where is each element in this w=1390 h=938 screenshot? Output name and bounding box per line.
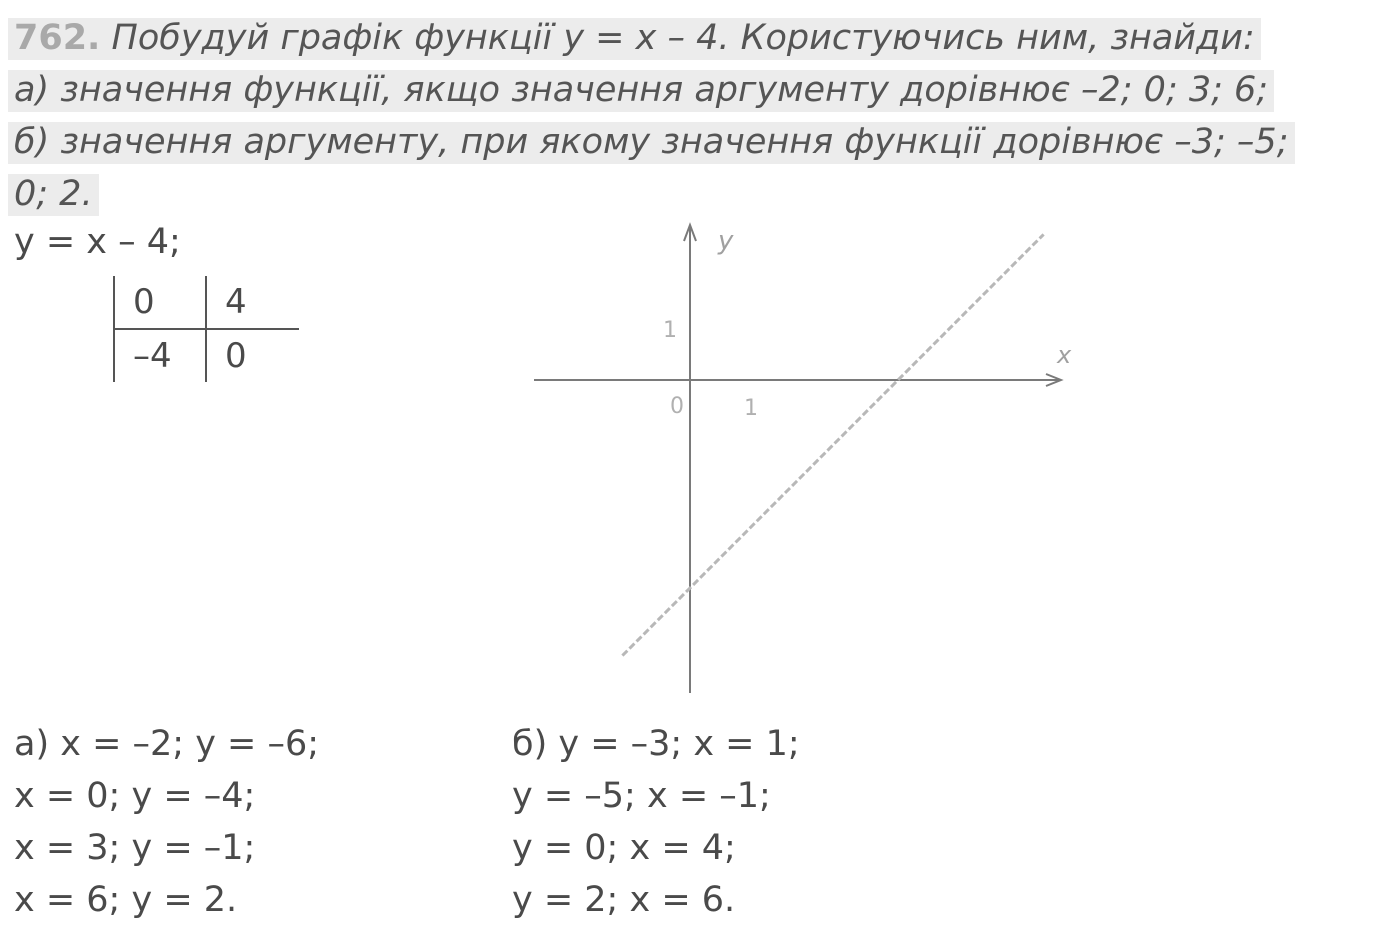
answer-line: x = 6; y = 2. bbox=[14, 880, 238, 920]
answer-line: y = –5; x = –1; bbox=[512, 776, 771, 816]
tick-y-label: 1 bbox=[663, 318, 677, 343]
problem-number: 762. bbox=[14, 18, 101, 58]
answer-line: x = 0; y = –4; bbox=[14, 776, 256, 816]
y-axis-label: y bbox=[718, 226, 734, 256]
problem-statement bbox=[8, 12, 1378, 220]
value-table-cell: 0 bbox=[114, 276, 206, 329]
value-table bbox=[113, 276, 299, 382]
function-formula: y = x – 4; bbox=[14, 222, 181, 262]
answer-line: б) y = –3; x = 1; bbox=[512, 724, 800, 764]
problem-line-4: 0; 2. bbox=[8, 168, 1378, 220]
value-table-cell: 4 bbox=[206, 276, 299, 329]
value-table-row bbox=[114, 329, 299, 382]
answers-part-b bbox=[512, 718, 800, 926]
tick-x-label: 1 bbox=[744, 396, 758, 421]
answer-line: x = 3; y = –1; bbox=[14, 828, 256, 868]
function-line bbox=[622, 234, 1043, 655]
problem-line-1: 762. Побудуй графік функції y = x – 4. Користуючись ним, знайди: bbox=[8, 12, 1378, 64]
function-graph bbox=[520, 215, 1080, 700]
value-table-cell: 0 bbox=[225, 336, 247, 376]
problem-line-3: б) значення аргументу, при якому значення функції дорівнює –3; –5; bbox=[8, 116, 1378, 168]
x-axis-label: x bbox=[1057, 341, 1072, 369]
answers-part-a bbox=[14, 718, 319, 926]
answer-line: а) x = –2; y = –6; bbox=[14, 724, 320, 764]
value-table-cell: –4 bbox=[114, 329, 206, 382]
answer-line: y = 2; x = 6. bbox=[512, 880, 736, 920]
origin-label: 0 bbox=[670, 394, 684, 419]
answer-line: y = 0; x = 4; bbox=[512, 828, 736, 868]
problem-line-2: а) значення функції, якщо значення аргументу дорівнює –2; 0; 3; 6; bbox=[8, 64, 1378, 116]
value-table-row bbox=[114, 276, 299, 329]
